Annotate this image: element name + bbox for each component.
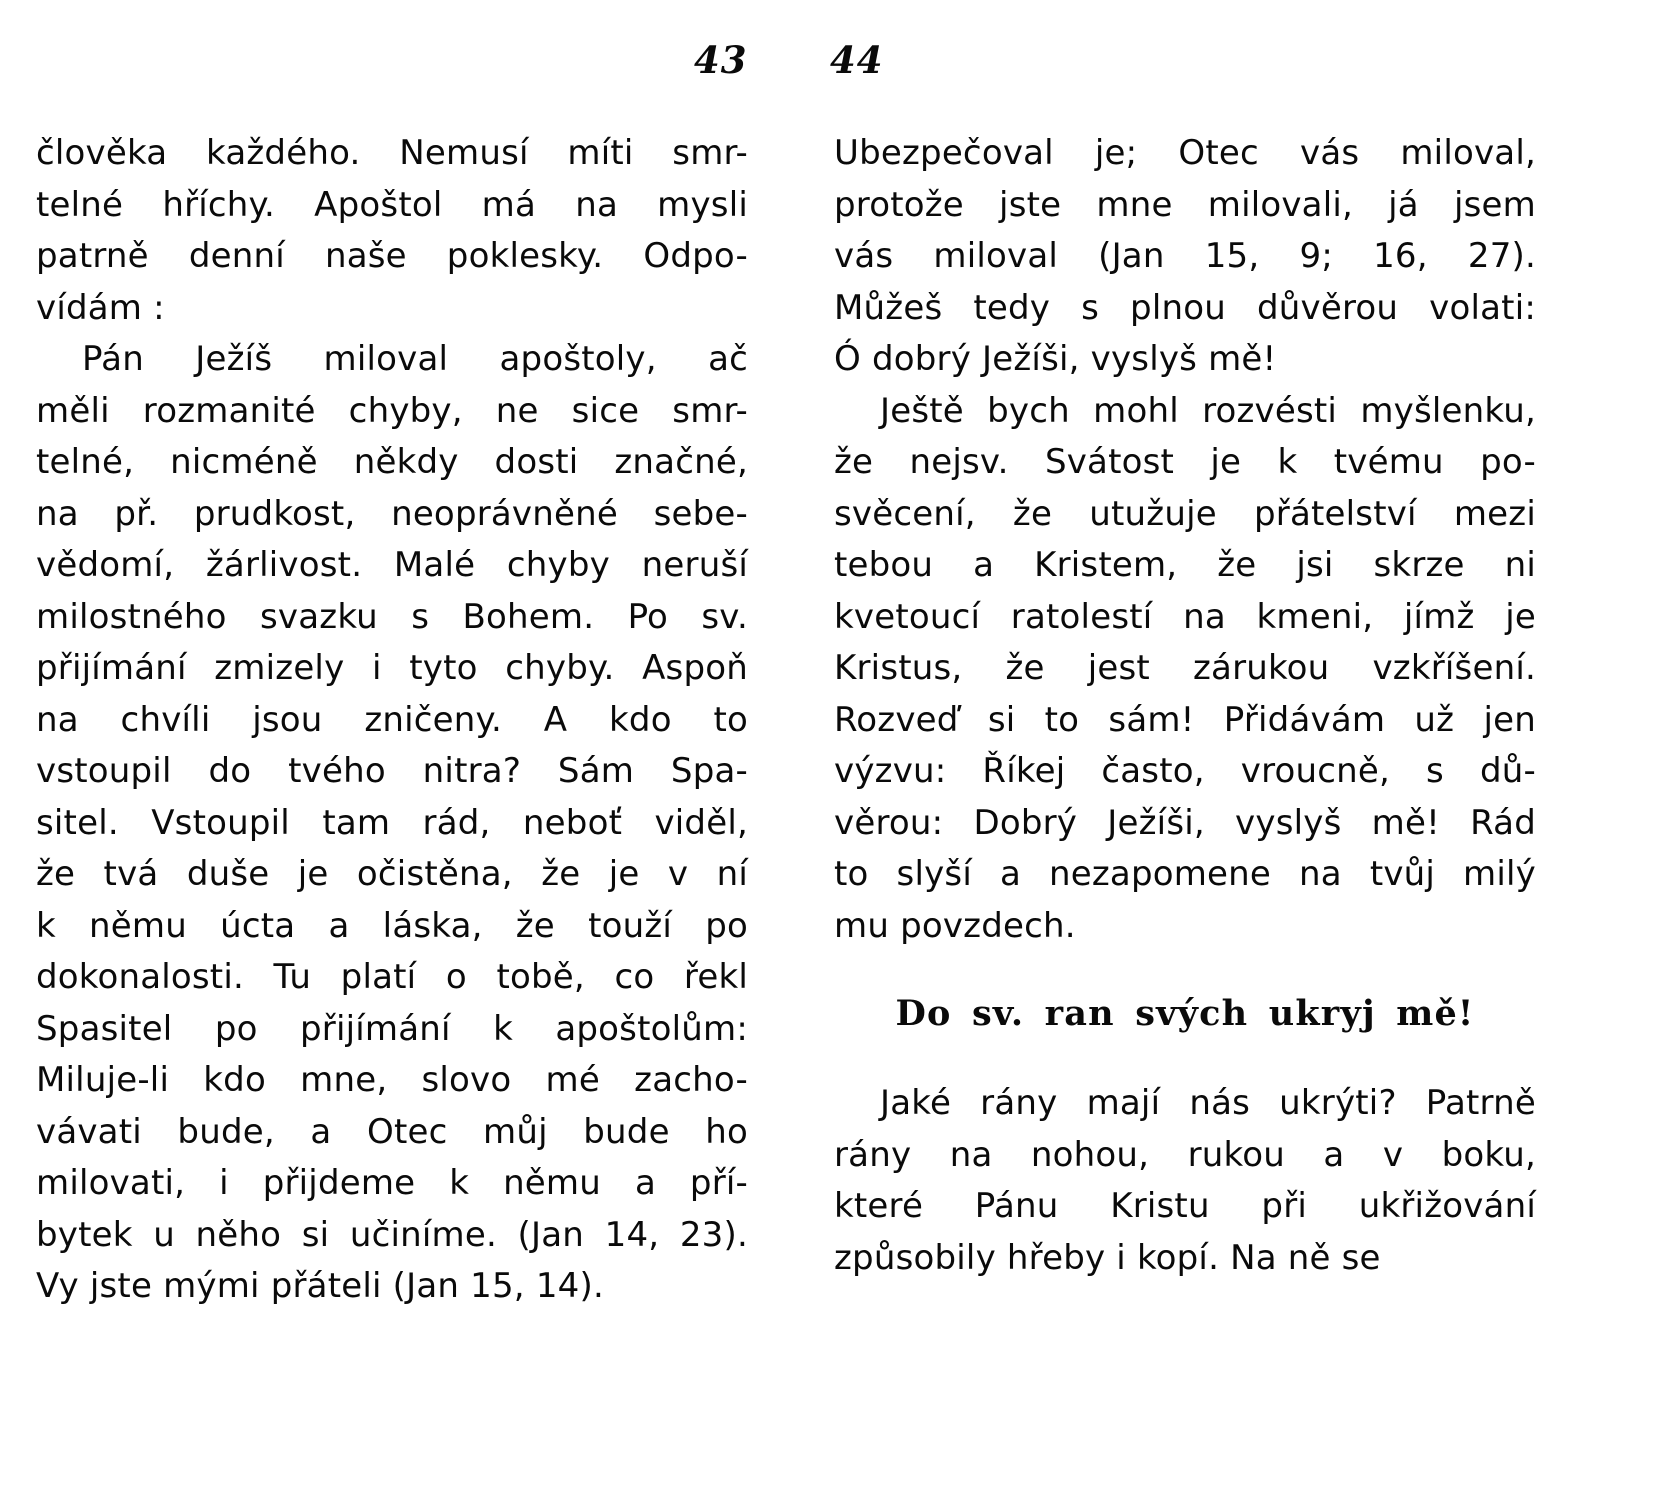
text-line: Pán Ježíš miloval apoštoly, ač	[82, 339, 748, 379]
paragraph	[834, 386, 1536, 953]
text-line: Jaké rány mají nás ukrýti? Patrně	[880, 1083, 1536, 1123]
text-line: Ó dobrý Ježíši, vyslyš mě!	[834, 339, 1277, 379]
text-line: Miluje-li kdo mne, slovo mé zacho-	[36, 1060, 748, 1100]
section-heading: Do sv. ran svých ukryj mě!	[895, 993, 1475, 1034]
text-line: Můžeš tedy s plnou důvěrou volati:	[834, 287, 1536, 328]
text-line: milostného svazku s Bohem. Po sv.	[36, 596, 748, 637]
text-line: které Pánu Kristu při ukřižování	[834, 1186, 1536, 1226]
text-line: na př. prudkost, neoprávněné sebe-	[36, 493, 748, 534]
paragraph	[834, 1078, 1536, 1284]
page-number-left: 43	[694, 38, 748, 82]
text-line: člověka každého. Nemusí míti smr-	[36, 133, 748, 173]
text-line: vídám :	[36, 287, 165, 328]
text-line: dokonalosti. Tu platí o tobě, co řekl	[36, 957, 748, 997]
text-line: kvetoucí ratolestí na kmeni, jímž je	[834, 596, 1536, 637]
text-line: protože jste mne milovali, já jsem	[834, 184, 1536, 225]
text-line: vás miloval (Jan 15, 9; 16, 27).	[834, 236, 1536, 276]
text-columns	[36, 128, 1536, 1313]
page-column-43	[36, 128, 748, 1313]
text-line: telné hříchy. Apoštol má na mysli	[36, 184, 748, 225]
text-line: že tvá duše je očistěna, že je v ní	[36, 854, 748, 894]
text-line: rány na nohou, rukou a v boku,	[834, 1134, 1536, 1175]
text-line: způsobily hřeby i kopí. Na ně se	[834, 1237, 1381, 1278]
text-line: mu povzdech.	[834, 905, 1076, 946]
text-line: že nejsv. Svátost je k tvému po-	[834, 442, 1536, 482]
text-line: milovati, i přijdeme k němu a pří-	[36, 1163, 748, 1203]
text-line: věrou: Dobrý Ježíši, vyslyš mě! Rád	[834, 802, 1536, 843]
text-line: vstoupil do tvého nitra? Sám Spa-	[36, 751, 748, 791]
text-line: patrně denní naše poklesky. Odpo-	[36, 236, 748, 276]
text-line: k němu úcta a láska, že touží po	[36, 905, 748, 946]
text-line: vávati bude, a Otec můj bude ho	[36, 1111, 748, 1152]
text-line: měli rozmanité chyby, ne sice smr-	[36, 390, 748, 431]
text-line: tebou a Kristem, že jsi skrze ni	[834, 545, 1536, 585]
text-line: Spasitel po přijímání k apoštolům:	[36, 1008, 748, 1049]
text-line: svěcení, že utužuje přátelství mezi	[834, 493, 1536, 534]
text-line: vědomí, žárlivost. Malé chyby neruší	[36, 545, 748, 585]
text-line: telné, nicméně někdy dosti značné,	[36, 442, 748, 482]
text-line: Ubezpečoval je; Otec vás miloval,	[834, 133, 1536, 173]
text-line: výzvu: Říkej často, vroucně, s dů-	[834, 751, 1536, 791]
text-line: Ještě bych mohl rozvésti myšlenku,	[880, 390, 1536, 431]
page-column-44	[834, 128, 1536, 1313]
text-line: na chvíli jsou zničeny. A kdo to	[36, 699, 748, 740]
paragraph	[834, 128, 1536, 386]
paragraph	[36, 334, 748, 1313]
text-line: Kristus, že jest zárukou vzkříšení.	[834, 648, 1536, 688]
text-line: Rozveď si to sám! Přidávám už jen	[834, 699, 1536, 740]
text-line: Vy jste mými přáteli (Jan 15, 14).	[36, 1266, 604, 1306]
text-line: bytek u něho si učiníme. (Jan 14, 23).	[36, 1214, 748, 1255]
page-number-right: 44	[830, 38, 884, 82]
paragraph	[36, 128, 748, 334]
text-line: sitel. Vstoupil tam rád, neboť viděl,	[36, 802, 748, 843]
text-line: přijímání zmizely i tyto chyby. Aspoň	[36, 648, 748, 688]
text-line: to slyší a nezapomene na tvůj milý	[834, 854, 1536, 894]
